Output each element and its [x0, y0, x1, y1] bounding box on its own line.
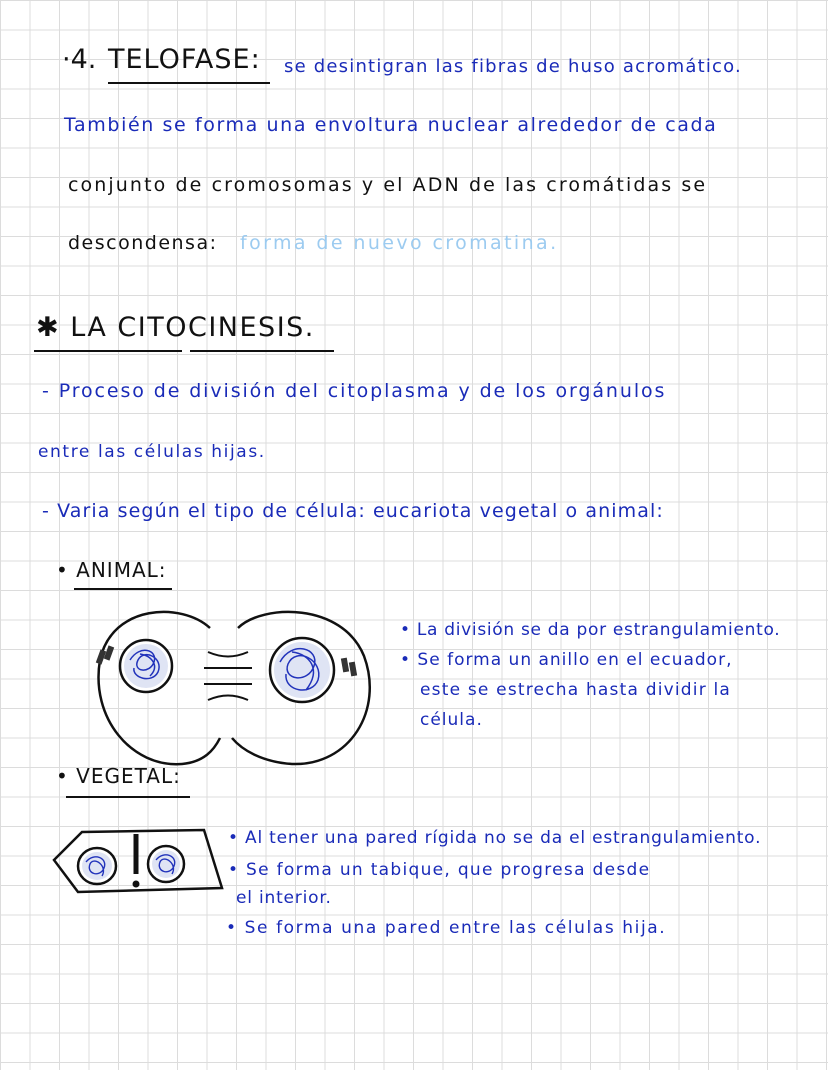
- citocinesis-p1b: entre las células hijas.: [38, 442, 266, 462]
- telofase-number: ·4.: [62, 44, 97, 75]
- vegetal-bullet-2a: • Se forma un tabique, que progresa desde: [228, 860, 651, 880]
- animal-bullet-2c: célula.: [420, 710, 483, 730]
- citocinesis-p2: [42, 500, 664, 522]
- citocinesis-underline-1: [34, 350, 182, 352]
- vegetal-bullet-3: • Se forma una pared entre las células hija.: [226, 918, 667, 938]
- animal-heading: • ANIMAL:: [56, 558, 167, 582]
- vegetal-heading: • VEGETAL:: [56, 764, 181, 788]
- telofase-line-2: También se forma una envoltura nuclear alrededor de cada: [64, 114, 718, 136]
- animal-underline: [74, 588, 172, 590]
- telofase-line-4a: descondensa:: [68, 232, 218, 254]
- telofase-line-1: se desintigran las fibras de huso acromático.: [284, 56, 742, 77]
- animal-bullet-1: • La división se da por estrangulamiento.: [400, 620, 781, 640]
- telofase-underline: [108, 82, 270, 84]
- vegetal-bullet-2b: el interior.: [236, 888, 332, 908]
- animal-cell-division-drawing: [92, 600, 392, 770]
- citocinesis-underline-2: [190, 350, 334, 352]
- citocinesis-p2-text: - Varia según el tipo de célula: eucariota vegetal o animal:: [42, 500, 664, 522]
- animal-bullet-2b: este se estrecha hasta dividir la: [420, 680, 732, 700]
- telofase-line-3: conjunto de cromosomas y el ADN de las cromátidas se: [68, 174, 708, 196]
- telofase-line-4b: forma de nuevo cromatina.: [240, 232, 559, 254]
- citocinesis-p1a: - Proceso de división del citoplasma y de los orgánulos: [42, 380, 667, 402]
- vegetal-underline: [66, 796, 190, 798]
- animal-bullet-2a: • Se forma un anillo en el ecuador,: [400, 650, 733, 670]
- vegetal-cell-division-drawing: [50, 826, 230, 906]
- citocinesis-heading: ✱ LA CITOCINESIS.: [36, 312, 315, 343]
- vegetal-bullet-1: • Al tener una pared rígida no se da el estrangulamiento.: [228, 828, 762, 848]
- telofase-title: TELOFASE:: [108, 44, 261, 75]
